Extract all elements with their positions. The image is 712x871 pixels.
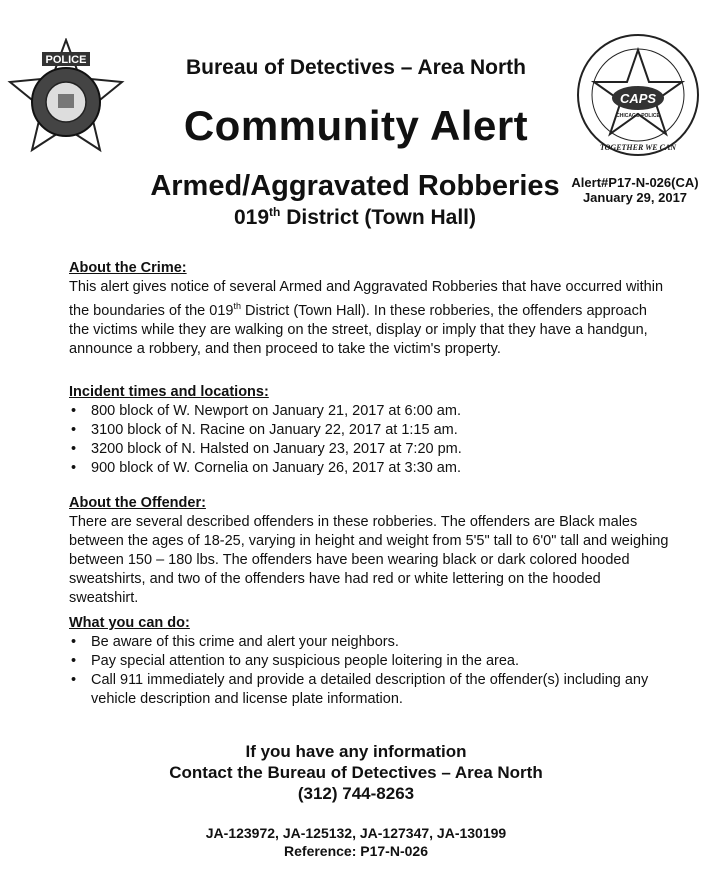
footer-refs: [0, 824, 712, 860]
incident-item: • 3200 block of N. Halsted on January 23, 2017 at 7:20 pm.: [69, 440, 669, 459]
badge-top-text: POLICE: [45, 54, 87, 66]
incidents-heading: Incident times and locations:: [69, 384, 269, 400]
alert-number: Alert#P17-N-026(CA): [571, 175, 699, 190]
action-item: • Pay special attention to any suspicious people loitering in the area.: [69, 652, 669, 671]
page-title: Community Alert: [183, 102, 529, 149]
alert-info: [560, 175, 710, 205]
crime-heading: About the Crime:: [69, 260, 187, 276]
offender-heading: About the Offender:: [69, 495, 206, 511]
caps-sub-text: CHICAGO POLICE: [616, 113, 660, 119]
incidents-list: [69, 402, 669, 478]
incidents-section: [69, 383, 669, 478]
alert-subtitle: Armed/Aggravated Robberies: [150, 170, 560, 202]
contact-line2: Contact the Bureau of Detectives – Area North: [169, 763, 543, 782]
caps-badge-text: CAPS: [619, 91, 657, 106]
actions-section: [69, 614, 669, 709]
contact-line1: If you have any information: [245, 742, 467, 761]
action-item: • Be aware of this crime and alert your neighbors.: [69, 633, 669, 652]
offender-section: [69, 494, 669, 608]
action-item: • Call 911 immediately and provide a detailed description of the offender(s) including any vehicle description and license plate information.: [69, 671, 669, 709]
offender-text: There are several described offenders in these robberies. The offenders are Black males between the ages of 18-25, varying in height and weight from 5'5" tall to 6'0" tall and weighing between 150 – 180 lbs. The offenders have been wearing black or dark colored hooded sweatshirts, and two of the offenders have had red or white lettering on the hooded sweatshirt.: [69, 514, 669, 606]
reference-number: Reference: P17-N-026: [284, 843, 428, 859]
incident-item: • 3100 block of N. Racine on January 22, 2017 at 1:15 am.: [69, 421, 669, 440]
contact-phone: (312) 744-8263: [297, 784, 415, 803]
contact-block: [0, 741, 712, 804]
bureau-heading: Bureau of Detectives – Area North: [186, 56, 526, 79]
incident-item: • 900 block of W. Cornelia on January 26, 2017 at 3:30 am.: [69, 459, 669, 478]
caps-bottom-text: TOGETHER WE CAN: [599, 143, 677, 152]
actions-heading: What you can do:: [69, 615, 190, 631]
district-line: 019th District (Town Hall): [234, 205, 476, 229]
incident-item: • 800 block of W. Newport on January 21, 2017 at 6:00 am.: [69, 402, 669, 421]
actions-list: [69, 633, 669, 709]
alert-date: January 29, 2017: [582, 190, 688, 205]
crime-text: This alert gives notice of several Armed and Aggravated Robberies that have occurred within the boundaries of the 019th District (Town Hall). In these robberies, the offenders approach the victims while they are walking on the street, display or imply that they have a handgun, announce a robbery, and then proceed to take the victim's property.: [69, 279, 664, 357]
case-numbers: JA-123972, JA-125132, JA-127347, JA-130199: [205, 825, 507, 841]
crime-section: [69, 259, 669, 359]
